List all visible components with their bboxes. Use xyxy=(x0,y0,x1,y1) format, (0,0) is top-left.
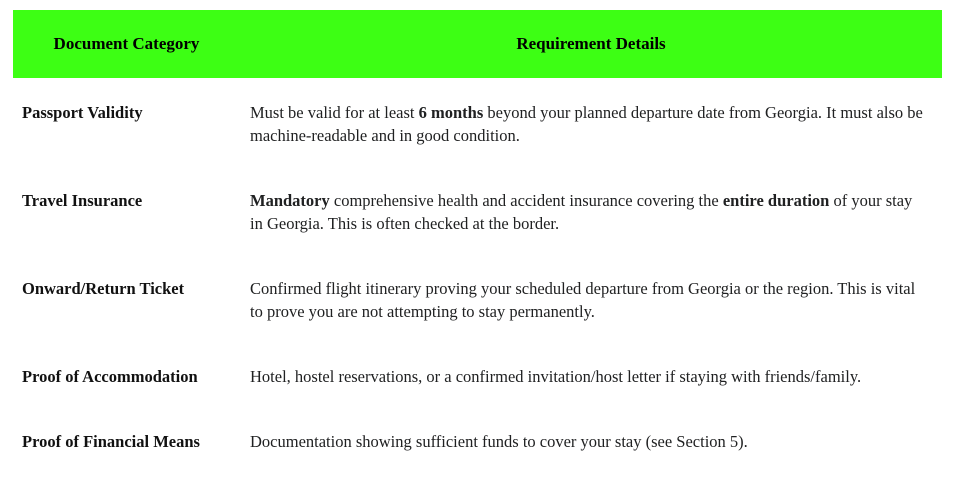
table-body xyxy=(13,78,942,472)
table-header-row xyxy=(13,10,942,78)
details-segment: Confirmed flight itinerary proving your scheduled departure from Georgia or the region. This is vital to prove you are not attempting to stay permanently. xyxy=(250,279,916,321)
table-row xyxy=(13,166,942,254)
details-segment: Hotel, hostel reservations, or a confirmed invitation/host letter if staying with friends/family. xyxy=(250,367,862,386)
category-cell: Onward/Return Ticket xyxy=(22,279,185,298)
details-segment: comprehensive health and accident insurance covering the xyxy=(329,191,723,210)
header-cell-document-category: Document Category xyxy=(13,10,240,78)
category-cell: Travel Insurance xyxy=(22,191,143,210)
table-row xyxy=(13,407,942,472)
category-cell: Proof of Financial Means xyxy=(22,432,200,451)
details-cell xyxy=(240,166,942,254)
category-cell: Passport Validity xyxy=(22,103,143,122)
details-bold-segment: entire duration xyxy=(722,191,830,210)
details-segment: of your stay in Georgia. This is often checked at the border. xyxy=(250,191,913,233)
details-cell xyxy=(240,254,942,342)
category-cell: Proof of Accommodation xyxy=(22,367,198,386)
details-cell xyxy=(240,342,942,407)
details-cell xyxy=(240,407,942,472)
table-row xyxy=(13,78,942,166)
details-bold-segment: 6 months xyxy=(418,103,484,122)
table-row xyxy=(13,342,942,407)
details-segment: Must be valid for at least xyxy=(250,103,419,122)
details-bold-segment: Mandatory xyxy=(250,191,330,210)
details-cell xyxy=(240,78,942,166)
requirements-table xyxy=(13,10,942,472)
header-cell-requirement-details: Requirement Details xyxy=(240,10,942,78)
details-segment: beyond your planned departure date from Georgia. It must also be machine-readable and in good condition. xyxy=(250,103,923,145)
table-row xyxy=(13,254,942,342)
details-segment: Documentation showing sufficient funds to cover your stay (see Section 5). xyxy=(250,432,748,451)
